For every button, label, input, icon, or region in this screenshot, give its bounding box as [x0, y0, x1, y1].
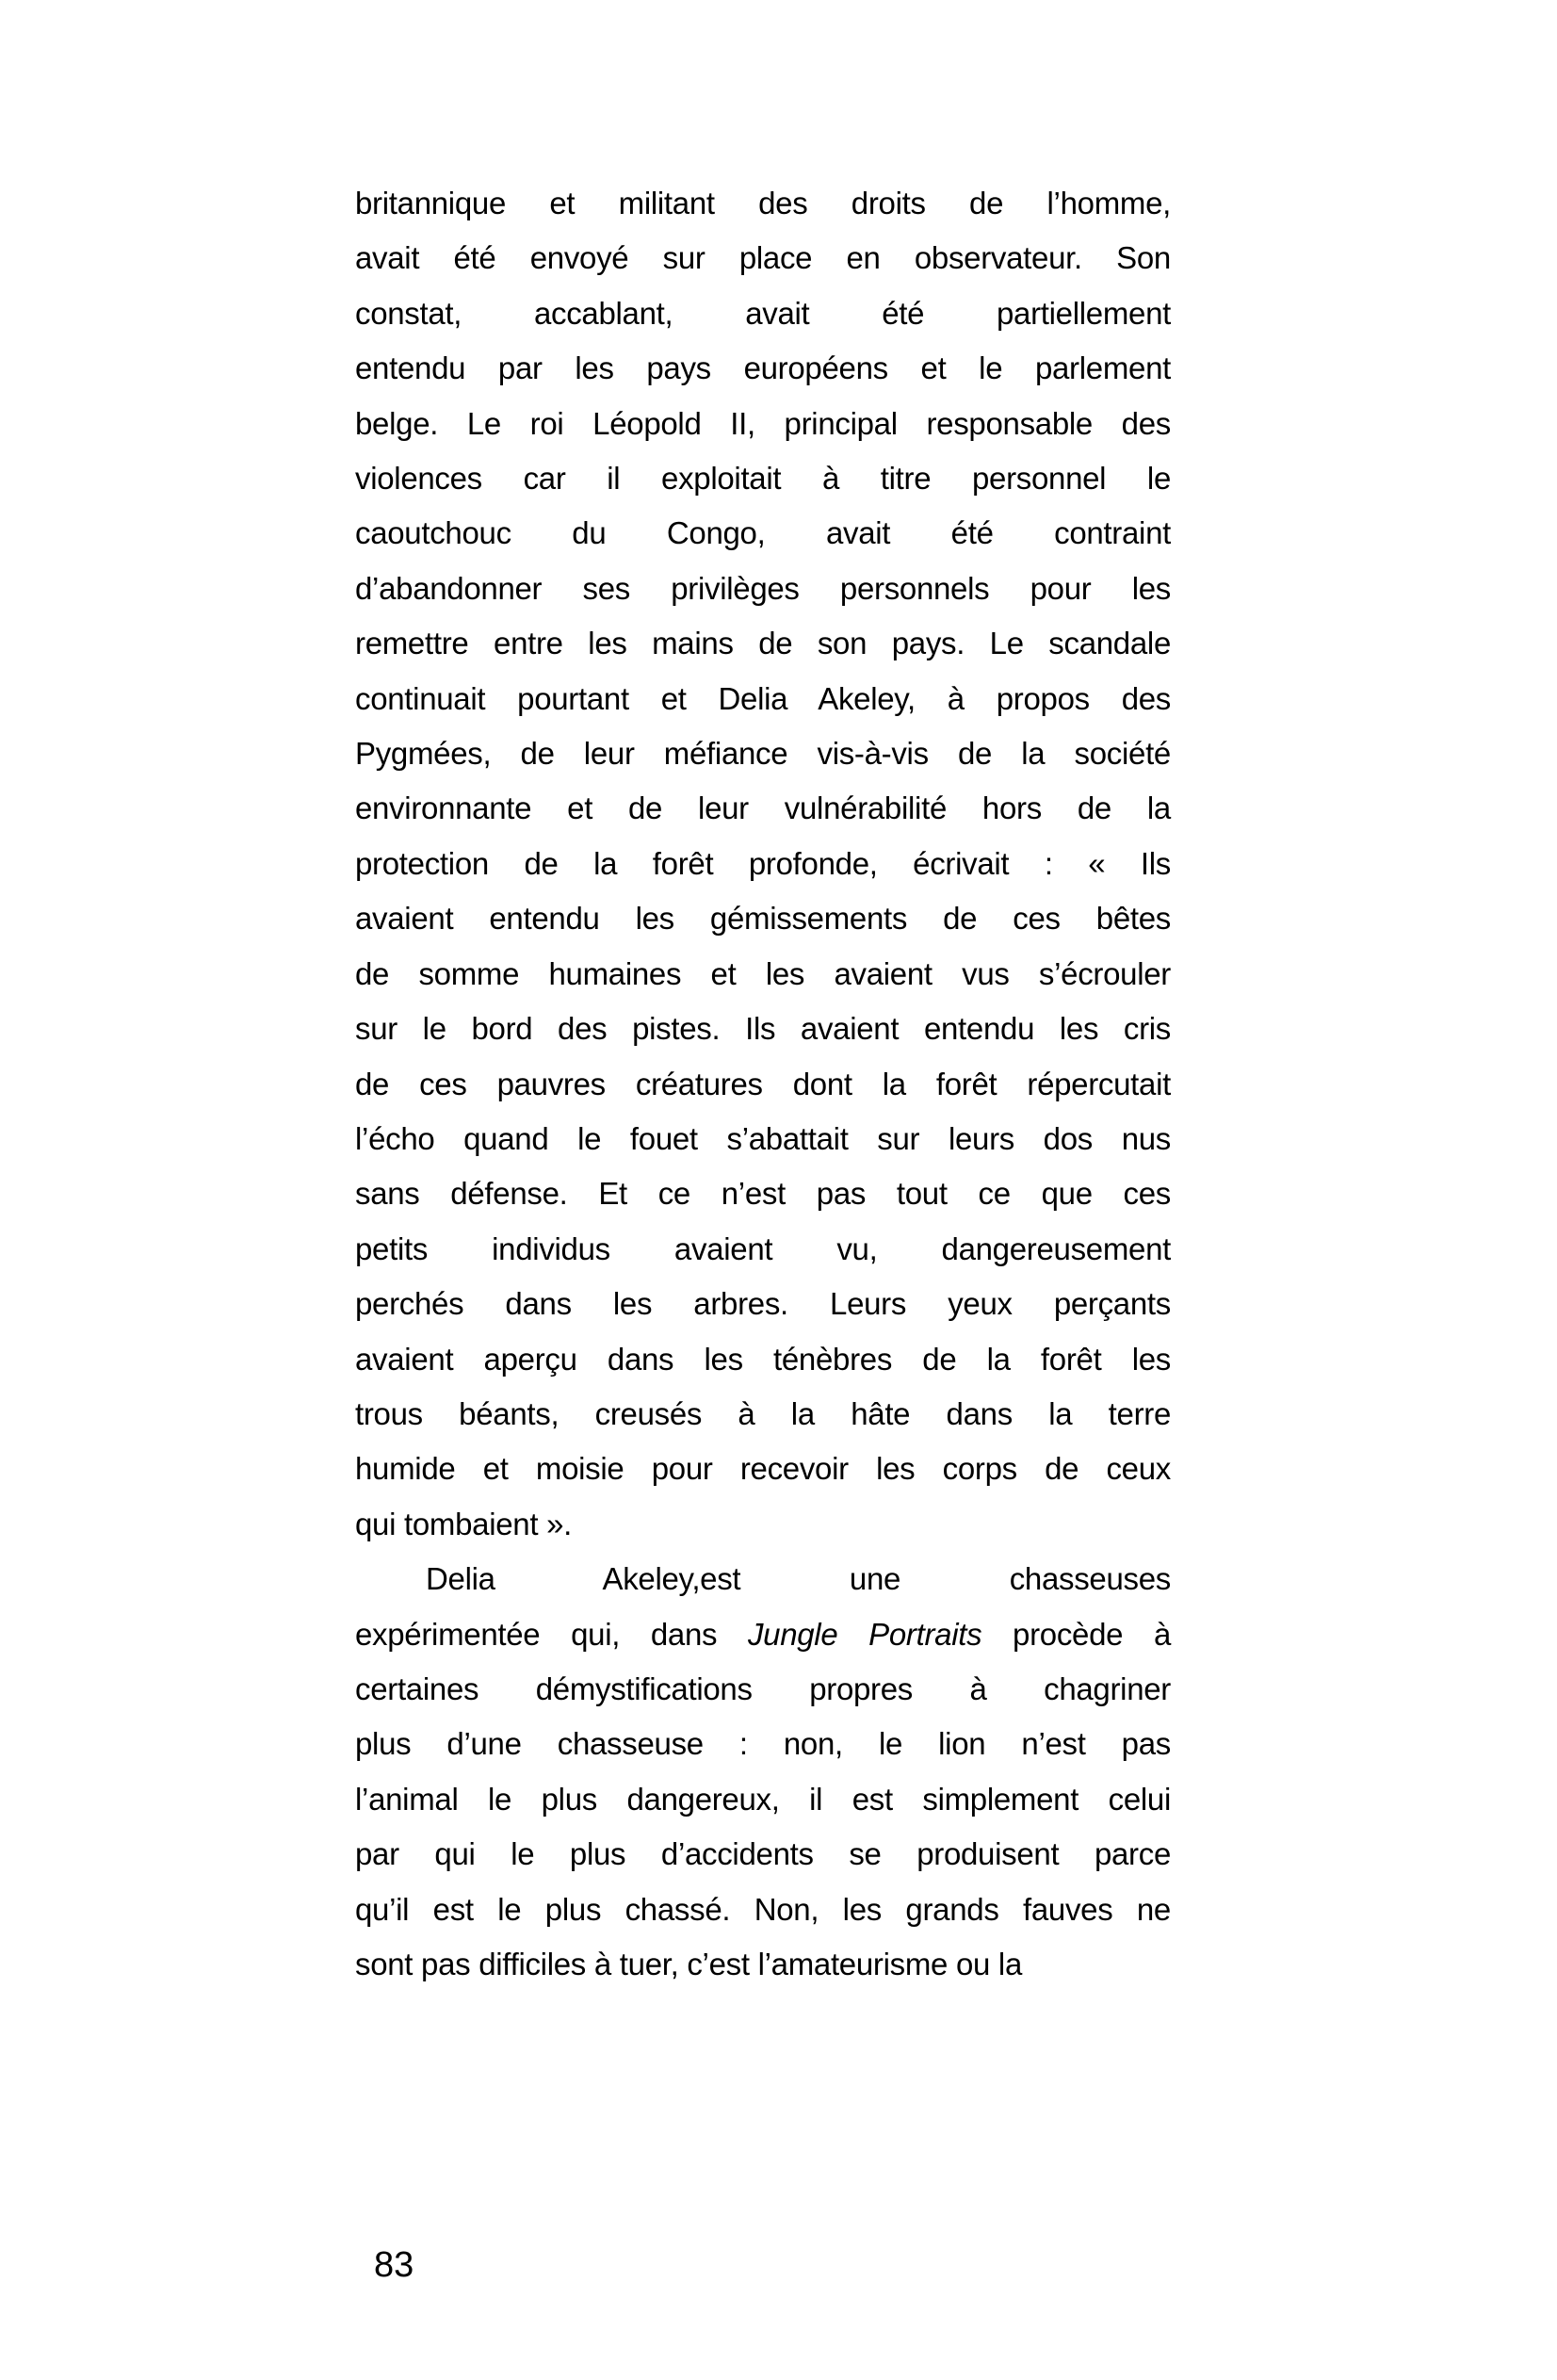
text-line: sont pas difficiles à tuer, c’est l’amateurisme ou la — [355, 1947, 1023, 1981]
text-line: avaient entendu les gémissements de ces bêtes — [355, 901, 1171, 937]
text-block — [355, 176, 1171, 1992]
book-title-italic: Jungle Portraits — [747, 1616, 982, 1652]
text-line: certaines démystifications propres à chagriner — [355, 1671, 1171, 1706]
text-line: d’abandonner ses privilèges personnels pour les — [355, 570, 1171, 606]
text-segment: expérimentée qui, dans — [355, 1616, 748, 1652]
text-line: plus d’une chasseuse : non, le lion n’est pas — [355, 1726, 1171, 1762]
text-line — [355, 1607, 1171, 1662]
text-line: avaient aperçu dans les ténèbres de la forêt les — [355, 1341, 1171, 1377]
text-line: perchés dans les arbres. Leurs yeux perçants — [355, 1286, 1171, 1322]
text-line: Delia Akeley,est une chasseuses — [426, 1561, 1171, 1597]
text-segment: procède à — [981, 1616, 1172, 1652]
text-line: qu’il est le plus chassé. Non, les grands fauves ne — [355, 1891, 1171, 1927]
text-line: qui tombaient ». — [355, 1506, 573, 1541]
text-line: sans défense. Et ce n’est pas tout ce que ces — [355, 1176, 1171, 1212]
page — [0, 176, 1557, 2380]
text-line: de somme humaines et les avaient vus s’écrouler — [355, 955, 1171, 991]
text-line: humide et moisie pour recevoir les corps de ceux — [355, 1451, 1171, 1487]
text-line: l’animal le plus dangereux, il est simplement celui — [355, 1781, 1171, 1817]
text-line: de ces pauvres créatures dont la forêt répercutait — [355, 1066, 1171, 1101]
text-line: constat, accablant, avait été partiellement — [355, 295, 1171, 331]
text-line: continuait pourtant et Delia Akeley, à propos des — [355, 680, 1171, 716]
text-line: protection de la forêt profonde, écrivait : « Ils — [355, 845, 1171, 881]
text-line: avait été envoyé sur place en observateur. Son — [355, 240, 1171, 276]
text-line: entendu par les pays européens et le parlement — [355, 350, 1171, 386]
paragraph — [355, 176, 1171, 1552]
text-line: Pygmées, de leur méfiance vis-à-vis de la société — [355, 736, 1171, 772]
text-line: l’écho quand le fouet s’abattait sur leurs dos nus — [355, 1120, 1171, 1156]
text-line: par qui le plus d’accidents se produisent parce — [355, 1836, 1171, 1872]
page-number: 83 — [374, 2245, 414, 2285]
text-line: violences car il exploitait à titre personnel le — [355, 461, 1171, 497]
paragraph — [355, 1552, 1171, 1992]
text-line: petits individus avaient vu, dangereusement — [355, 1231, 1171, 1266]
text-line: environnante et de leur vulnérabilité hors de la — [355, 791, 1171, 826]
text-line: trous béants, creusés à la hâte dans la terre — [355, 1395, 1171, 1431]
text-line: sur le bord des pistes. Ils avaient entendu les cris — [355, 1011, 1171, 1047]
text-line: caoutchouc du Congo, avait été contraint — [355, 515, 1171, 551]
text-line: remettre entre les mains de son pays. Le scandale — [355, 626, 1171, 661]
text-line: britannique et militant des droits de l’homme, — [355, 186, 1171, 220]
text-line: belge. Le roi Léopold II, principal responsable des — [355, 405, 1171, 441]
